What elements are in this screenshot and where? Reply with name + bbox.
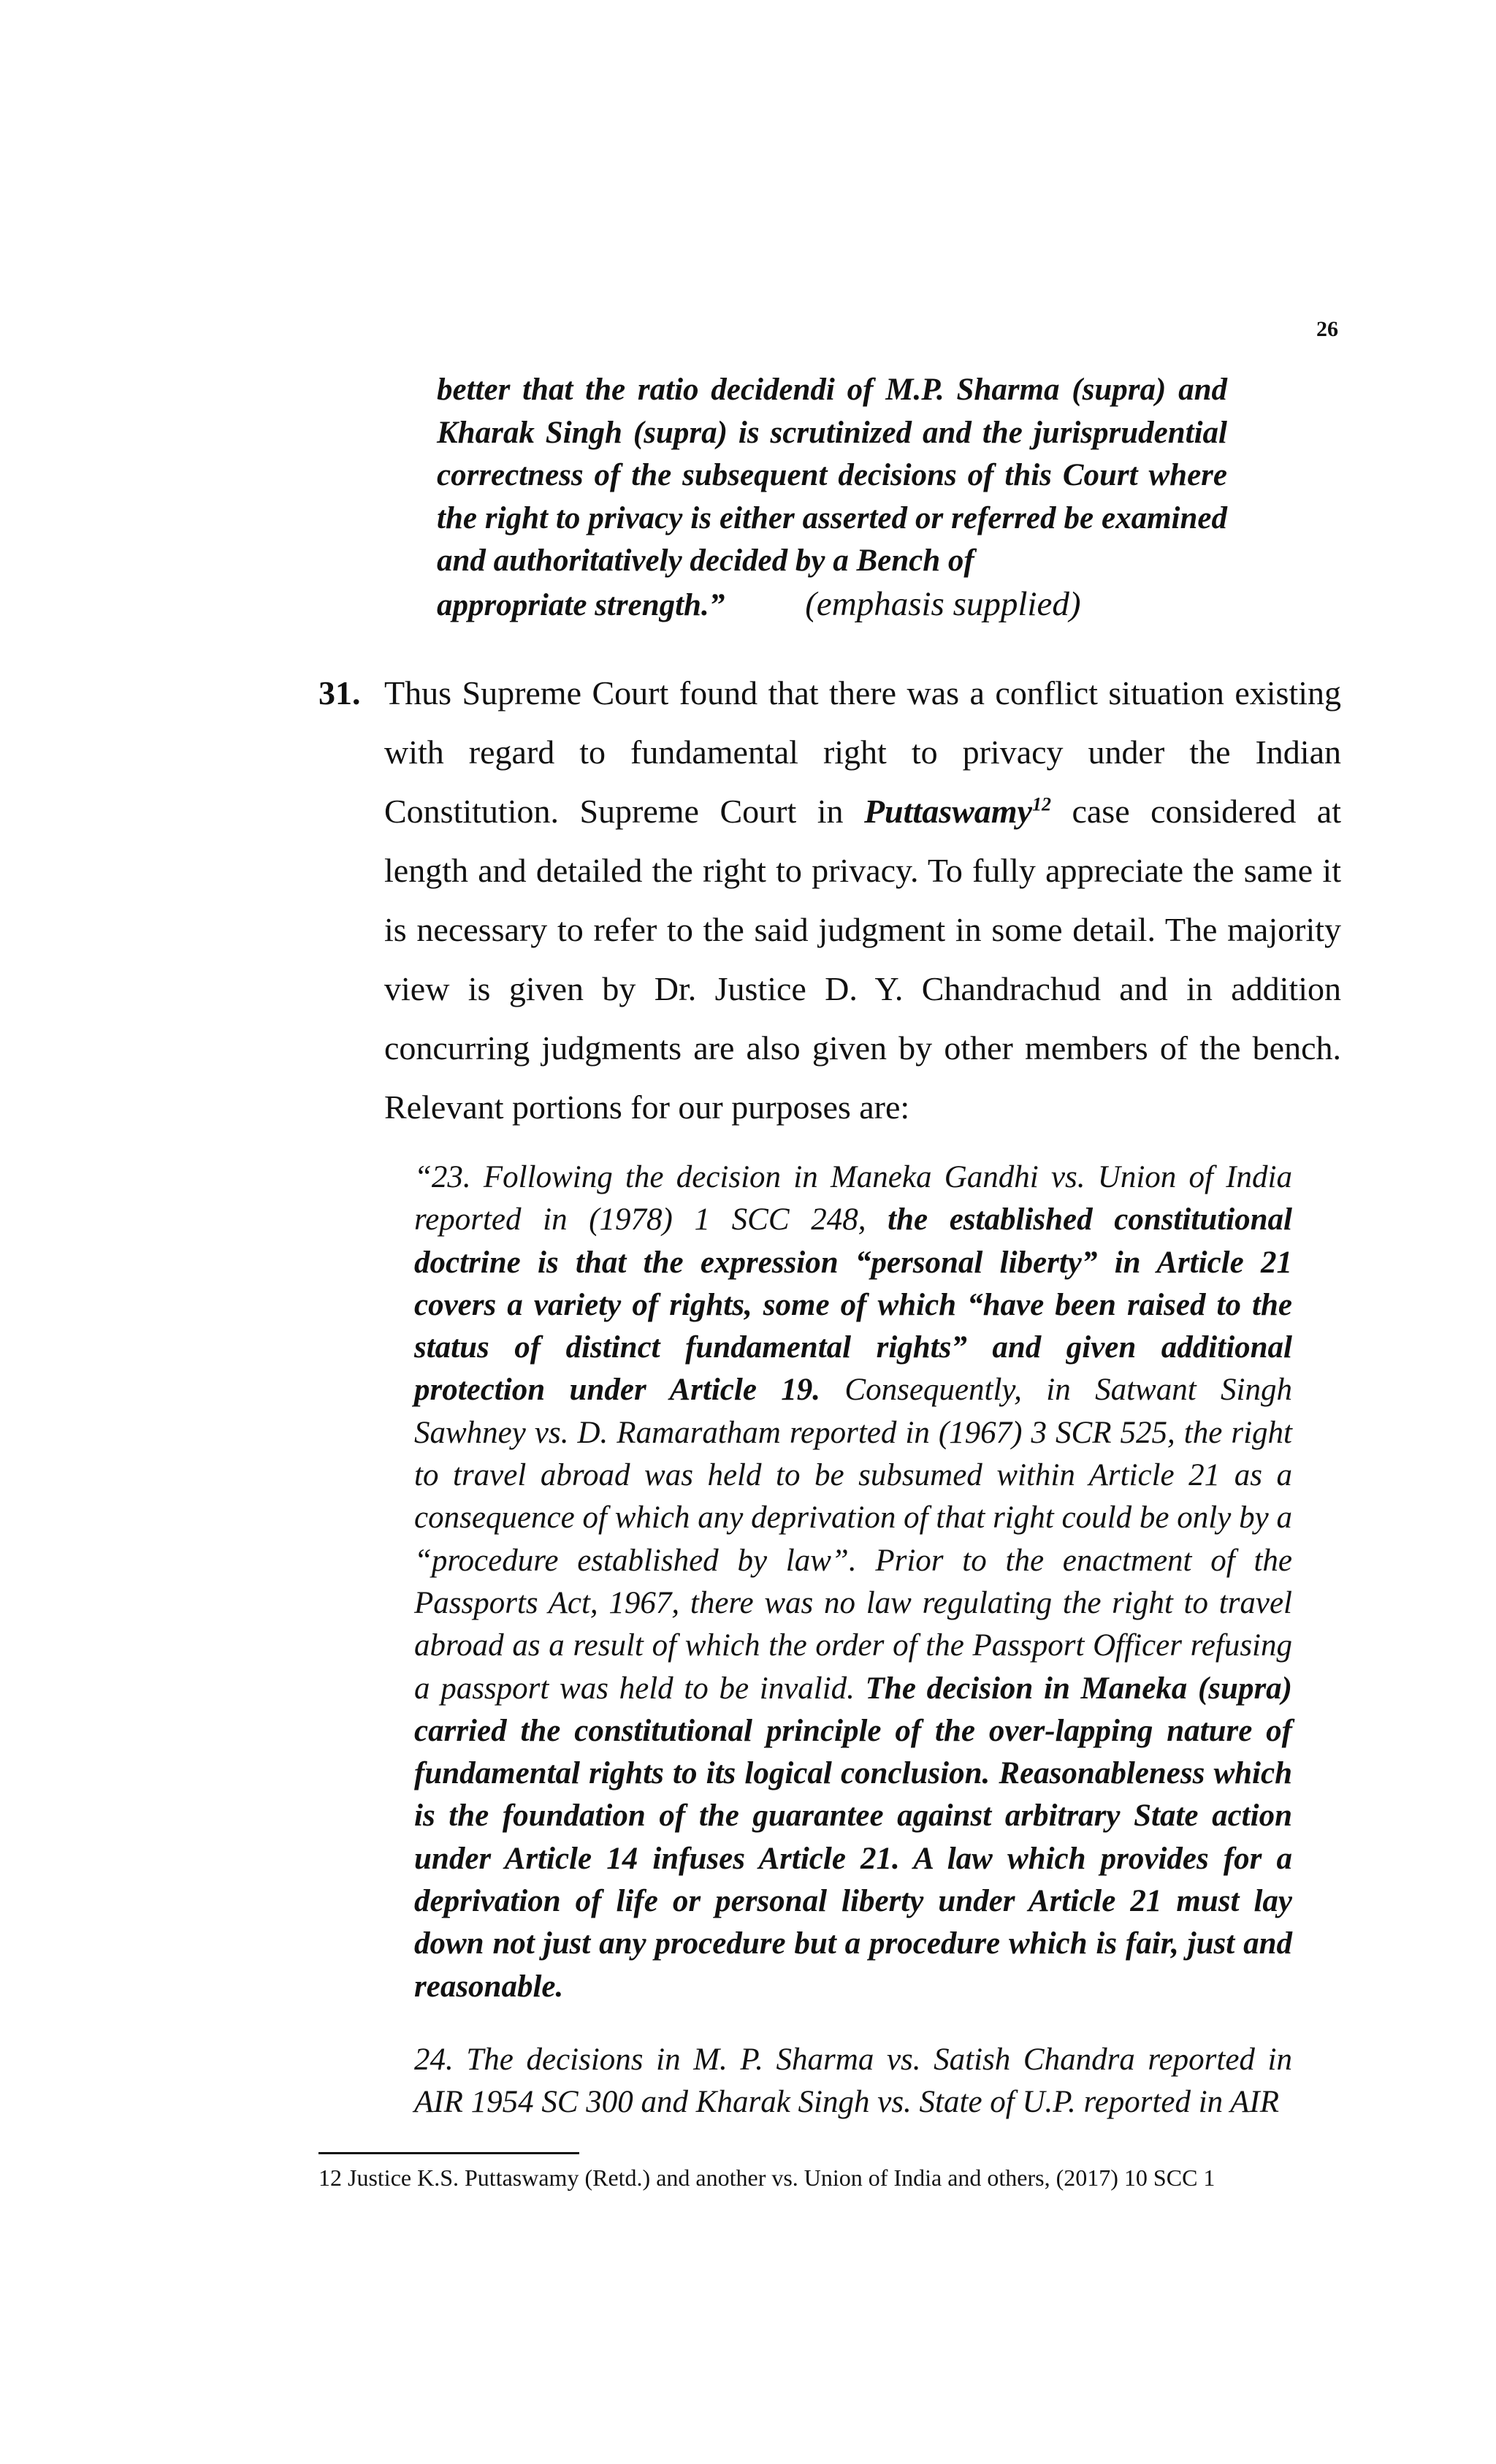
footnote-divider	[318, 2152, 579, 2154]
quote-emphasis-segment: The decision in Maneka (supra) carried the constitutional principle of the over-lapping nature of fundamental rights to its logical conclusion. Reasonableness which is the foundation of the guarantee against arbitrary State action under Article 14 infuses Article 21. A law which provides for a deprivation of life or personal liberty under Article 21 must lay down not just any procedure but a procedure which is fair, just and reasonable.	[414, 1671, 1292, 2004]
quote-closing-text: appropriate strength.”	[437, 587, 725, 622]
block-quote-continued	[437, 369, 1227, 628]
quote-text-segment: Consequently, in Satwant Singh Sawhney vs. D. Ramaratham reported in (1967) 3 SCR 525, the right to travel abroad was held to be subsumed within Article 21 as a consequence of which any deprivation of that right could be only by a “procedure established by law”. Prior to the enactment of the Passports Act, 1967, there was no law regulating the right to travel abroad as a result of which the order of the Passport Officer refusing a passport was held to be invalid.	[414, 1373, 1292, 1706]
paragraph-body	[384, 663, 1341, 1137]
footnote-reference: 12	[1031, 793, 1051, 815]
block-quote-judgment	[414, 1156, 1292, 2124]
emphasis-note: (emphasis supplied)	[805, 584, 1081, 623]
quote-text-segment: “23. Following the decision in Maneka Gandhi vs. Union of India reported in (1978) 1 SCC 248,	[414, 1160, 1292, 1237]
quote-last-line	[437, 583, 1227, 628]
paragraph-text-start: Thus Supreme Court found that there was a conflict situation existing with regard to fundamental right to privacy under the Indian Constitution. Supreme Court in	[384, 674, 1341, 830]
paragraph-text-end: case considered at length and detailed the right to privacy. To fully appreciate the same it is necessary to refer to the said judgment in some detail. The majority view is given by Dr. Justice D. Y. Chandrachud and in addition concurring judgments are also given by other members of the bench. Relevant portions for our purposes are:	[384, 793, 1341, 1126]
quote-text: better that the ratio decidendi of M.P. Sharma (supra) and Kharak Singh (supra) is scrutinized and the jurisprudential correctness of the subsequent decisions of this Court where the right to privacy is either asserted or referred be examined and authoritatively decided by a Bench of	[437, 373, 1227, 579]
footnote: 12 Justice K.S. Puttaswamy (Retd.) and another vs. Union of India and others, (2017) 10 SCC 1	[318, 2164, 1216, 2191]
quote-paragraph-24: 24. The decisions in M. P. Sharma vs. Satish Chandra reported in AIR 1954 SC 300 and Kharak Singh vs. State of U.P. reported in AIR	[414, 2042, 1292, 2120]
paragraph-31	[318, 663, 1341, 1137]
case-name: Puttaswamy	[863, 793, 1032, 830]
quote-emphasis-segment: the established constitutional doctrine is that the expression “personal liberty” in Article 21 covers a variety of rights, some of which “have been raised to the status of distinct fundamental rights” and given additional protection under Article 19.	[414, 1202, 1292, 1408]
page-number: 26	[1316, 317, 1338, 341]
quote-paragraph-23	[414, 1156, 1292, 2008]
paragraph-number: 31.	[318, 674, 361, 712]
